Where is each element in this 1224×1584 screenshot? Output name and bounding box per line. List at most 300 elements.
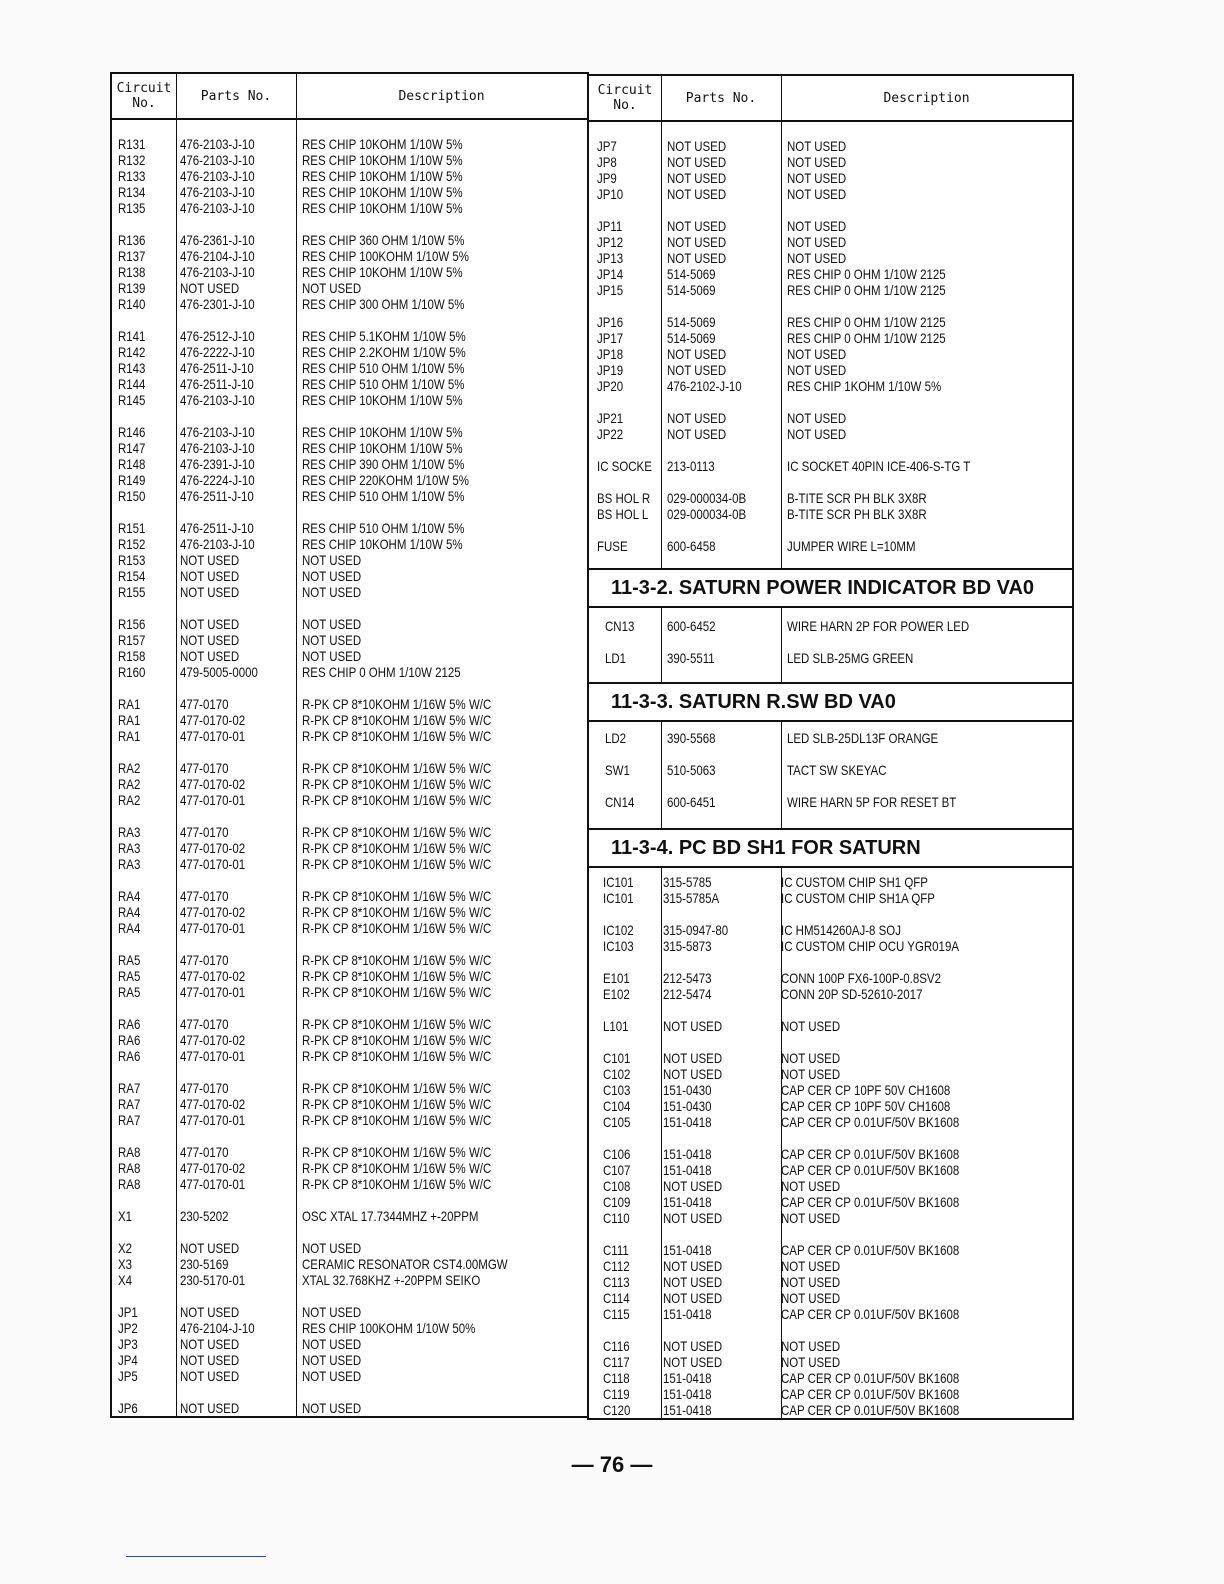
table-row bbox=[112, 1208, 587, 1224]
circuit-no-cell: C110 bbox=[603, 1210, 630, 1226]
table-row bbox=[589, 282, 1072, 298]
circuit-no-cell: RA6 bbox=[118, 1032, 141, 1048]
parts-no-cell: NOT USED bbox=[667, 250, 727, 266]
table-row bbox=[112, 248, 587, 264]
circuit-no-cell: R152 bbox=[118, 536, 146, 552]
circuit-no-cell: R138 bbox=[118, 264, 146, 280]
table-row bbox=[112, 632, 587, 648]
table-row bbox=[589, 650, 1072, 666]
parts-no-cell: NOT USED bbox=[667, 170, 727, 186]
parts-no-cell: NOT USED bbox=[667, 234, 727, 250]
table-row bbox=[112, 328, 587, 344]
circuit-no-cell: RA7 bbox=[118, 1112, 141, 1128]
description-cell: NOT USED bbox=[787, 426, 847, 442]
description-cell: R-PK CP 8*10KOHM 1/16W 5% W/C bbox=[302, 856, 492, 872]
circuit-no-cell: R158 bbox=[118, 648, 146, 664]
description-cell: RES CHIP 1KOHM 1/10W 5% bbox=[787, 378, 942, 394]
circuit-no-cell: IC101 bbox=[603, 890, 634, 906]
table-row bbox=[112, 584, 587, 600]
table-row bbox=[589, 874, 1072, 890]
circuit-no-cell: C109 bbox=[603, 1194, 631, 1210]
description-cell: NOT USED bbox=[781, 1274, 841, 1290]
circuit-no-cell: LD1 bbox=[605, 650, 627, 666]
description-cell: CAP CER CP 0.01UF/50V BK1608 bbox=[781, 1370, 960, 1386]
parts-no-cell: NOT USED bbox=[663, 1354, 723, 1370]
parts-no-cell: 477-0170-02 bbox=[180, 968, 246, 984]
parts-no-cell: 600-6458 bbox=[667, 538, 716, 554]
circuit-no-cell: BS HOL R bbox=[597, 490, 651, 506]
parts-no-cell: NOT USED bbox=[180, 1400, 240, 1416]
parts-no-cell: 476-2222-J-10 bbox=[180, 344, 255, 360]
circuit-no-cell: RA7 bbox=[118, 1096, 141, 1112]
circuit-no-cell: RA1 bbox=[118, 728, 141, 744]
parts-no-cell: NOT USED bbox=[663, 1050, 723, 1066]
circuit-no-cell: JP20 bbox=[597, 378, 624, 394]
circuit-no-cell: RA5 bbox=[118, 952, 141, 968]
circuit-no-cell: C107 bbox=[603, 1162, 631, 1178]
circuit-no-cell: JP12 bbox=[597, 234, 624, 250]
description-cell: R-PK CP 8*10KOHM 1/16W 5% W/C bbox=[302, 1016, 492, 1032]
description-cell: CAP CER CP 0.01UF/50V BK1608 bbox=[781, 1114, 960, 1130]
parts-no-cell: 514-5069 bbox=[667, 282, 716, 298]
description-cell: R-PK CP 8*10KOHM 1/16W 5% W/C bbox=[302, 952, 492, 968]
parts-no-cell: NOT USED bbox=[180, 552, 240, 568]
table-row bbox=[589, 410, 1072, 426]
description-cell: CAP CER CP 10PF 50V CH1608 bbox=[781, 1098, 951, 1114]
circuit-no-cell: R144 bbox=[118, 376, 146, 392]
description-cell: NOT USED bbox=[781, 1338, 841, 1354]
description-cell: JUMPER WIRE L=10MM bbox=[787, 538, 916, 554]
table-row bbox=[589, 1194, 1072, 1210]
table-row bbox=[589, 1146, 1072, 1162]
parts-no-cell: 477-0170-02 bbox=[180, 1096, 246, 1112]
table-row bbox=[589, 490, 1072, 506]
table-row bbox=[589, 986, 1072, 1002]
table-row bbox=[112, 200, 587, 216]
description-cell: RES CHIP 220KOHM 1/10W 5% bbox=[302, 472, 469, 488]
table-row bbox=[589, 1290, 1072, 1306]
circuit-no-cell: R145 bbox=[118, 392, 146, 408]
footer-rule bbox=[126, 1556, 266, 1557]
parts-no-cell: 212-5474 bbox=[663, 986, 712, 1002]
table-row bbox=[589, 1402, 1072, 1418]
page-number: — 76 — bbox=[571, 1452, 653, 1477]
description-cell: NOT USED bbox=[787, 186, 847, 202]
circuit-no-cell: JP21 bbox=[597, 410, 624, 426]
circuit-no-cell: C118 bbox=[603, 1370, 630, 1386]
table-row bbox=[589, 314, 1072, 330]
table-row bbox=[589, 330, 1072, 346]
description-cell: LED SLB-25MG GREEN bbox=[787, 650, 914, 666]
table-row bbox=[112, 280, 587, 296]
left-table-header bbox=[112, 74, 587, 120]
circuit-no-cell: R148 bbox=[118, 456, 146, 472]
circuit-no-cell: RA4 bbox=[118, 904, 141, 920]
table-row bbox=[112, 840, 587, 856]
parts-no-cell: 151-0418 bbox=[663, 1146, 712, 1162]
table-row bbox=[112, 392, 587, 408]
description-cell: R-PK CP 8*10KOHM 1/16W 5% W/C bbox=[302, 728, 492, 744]
table-row bbox=[589, 250, 1072, 266]
circuit-no-cell: RA6 bbox=[118, 1016, 141, 1032]
right-parts-table bbox=[587, 74, 1074, 1420]
parts-no-cell: NOT USED bbox=[180, 648, 240, 664]
parts-no-cell: NOT USED bbox=[180, 584, 240, 600]
circuit-no-cell: R141 bbox=[118, 328, 146, 344]
parts-no-cell: 230-5202 bbox=[180, 1208, 229, 1224]
table-row bbox=[112, 648, 587, 664]
parts-no-cell: 477-0170 bbox=[180, 952, 229, 968]
description-cell: NOT USED bbox=[787, 218, 847, 234]
description-cell: WIRE HARN 2P FOR POWER LED bbox=[787, 618, 970, 634]
parts-no-cell: 476-2103-J-10 bbox=[180, 136, 255, 152]
circuit-no-cell: JP6 bbox=[118, 1400, 138, 1416]
description-cell: NOT USED bbox=[781, 1210, 841, 1226]
parts-no-cell: NOT USED bbox=[667, 154, 727, 170]
description-cell: NOT USED bbox=[302, 632, 362, 648]
description-cell: R-PK CP 8*10KOHM 1/16W 5% W/C bbox=[302, 888, 492, 904]
description-cell: RES CHIP 10KOHM 1/10W 5% bbox=[302, 168, 463, 184]
parts-no-cell: 151-0418 bbox=[663, 1114, 712, 1130]
circuit-no-cell: JP14 bbox=[597, 266, 624, 282]
description-cell: CAP CER CP 0.01UF/50V BK1608 bbox=[781, 1386, 960, 1402]
parts-no-cell: 514-5069 bbox=[667, 330, 716, 346]
parts-no-cell: 476-2391-J-10 bbox=[180, 456, 255, 472]
table-row bbox=[589, 1018, 1072, 1034]
description-cell: RES CHIP 10KOHM 1/10W 5% bbox=[302, 392, 463, 408]
circuit-no-cell: C114 bbox=[603, 1290, 630, 1306]
description-cell: R-PK CP 8*10KOHM 1/16W 5% W/C bbox=[302, 824, 492, 840]
description-cell: RES CHIP 10KOHM 1/10W 5% bbox=[302, 152, 463, 168]
table-row bbox=[589, 730, 1072, 746]
parts-no-cell: 476-2361-J-10 bbox=[180, 232, 255, 248]
parts-no-cell: NOT USED bbox=[180, 1368, 240, 1384]
circuit-no-cell: R135 bbox=[118, 200, 146, 216]
table-row bbox=[112, 568, 587, 584]
description-cell: R-PK CP 8*10KOHM 1/16W 5% W/C bbox=[302, 1112, 492, 1128]
circuit-no-cell: L101 bbox=[603, 1018, 629, 1034]
description-cell: NOT USED bbox=[302, 1368, 362, 1384]
parts-no-cell: 477-0170-01 bbox=[180, 792, 246, 808]
circuit-no-cell: RA1 bbox=[118, 696, 141, 712]
parts-no-cell: 510-5063 bbox=[667, 762, 716, 778]
description-cell: CONN 100P FX6-100P-0.8SV2 bbox=[781, 970, 941, 986]
parts-no-cell: 151-0418 bbox=[663, 1402, 712, 1418]
table-row bbox=[112, 264, 587, 280]
description-cell: RES CHIP 0 OHM 1/10W 2125 bbox=[787, 330, 946, 346]
circuit-no-cell: E101 bbox=[603, 970, 630, 986]
description-cell: LED SLB-25DL13F ORANGE bbox=[787, 730, 939, 746]
description-cell: NOT USED bbox=[302, 616, 362, 632]
description-cell: R-PK CP 8*10KOHM 1/16W 5% W/C bbox=[302, 1176, 492, 1192]
parts-no-cell: NOT USED bbox=[667, 138, 727, 154]
circuit-no-cell: R146 bbox=[118, 424, 146, 440]
description-cell: RES CHIP 510 OHM 1/10W 5% bbox=[302, 488, 465, 504]
description-cell: R-PK CP 8*10KOHM 1/16W 5% W/C bbox=[302, 984, 492, 1000]
table-row bbox=[112, 440, 587, 456]
description-cell: OSC XTAL 17.7344MHZ +-20PPM bbox=[302, 1208, 479, 1224]
circuit-no-cell: JP15 bbox=[597, 282, 624, 298]
parts-no-cell: 476-2301-J-10 bbox=[180, 296, 255, 312]
table-row bbox=[112, 984, 587, 1000]
description-cell: NOT USED bbox=[781, 1258, 841, 1274]
table-row bbox=[589, 1274, 1072, 1290]
description-cell: RES CHIP 510 OHM 1/10W 5% bbox=[302, 360, 465, 376]
parts-no-cell: NOT USED bbox=[180, 1352, 240, 1368]
table-row bbox=[112, 456, 587, 472]
section-title-pc-bd: 11-3-4. PC BD SH1 FOR SATURN bbox=[589, 828, 1072, 868]
table-row bbox=[112, 1048, 587, 1064]
parts-no-cell: 600-6452 bbox=[667, 618, 716, 634]
rsw-rows bbox=[589, 730, 1072, 810]
header-parts-no: Parts No. bbox=[200, 88, 272, 104]
table-row bbox=[112, 888, 587, 904]
table-row bbox=[112, 712, 587, 728]
parts-no-cell: 151-0418 bbox=[663, 1194, 712, 1210]
parts-no-cell: 477-0170 bbox=[180, 760, 229, 776]
description-cell: CONN 20P SD-52610-2017 bbox=[781, 986, 923, 1002]
circuit-no-cell: JP7 bbox=[597, 138, 617, 154]
parts-no-cell: 477-0170 bbox=[180, 824, 229, 840]
description-cell: IC CUSTOM CHIP OCU YGR019A bbox=[781, 938, 959, 954]
parts-no-cell: 315-5873 bbox=[663, 938, 712, 954]
parts-no-cell: 477-0170 bbox=[180, 1080, 229, 1096]
table-row bbox=[589, 1050, 1072, 1066]
description-cell: RES CHIP 0 OHM 1/10W 2125 bbox=[787, 266, 946, 282]
circuit-no-cell: R134 bbox=[118, 184, 146, 200]
table-row bbox=[112, 232, 587, 248]
circuit-no-cell: RA3 bbox=[118, 824, 141, 840]
description-cell: R-PK CP 8*10KOHM 1/16W 5% W/C bbox=[302, 840, 492, 856]
circuit-no-cell: R154 bbox=[118, 568, 146, 584]
table-row bbox=[589, 234, 1072, 250]
description-cell: IC SOCKET 40PIN ICE-406-S-TG T bbox=[787, 458, 971, 474]
table-row bbox=[112, 488, 587, 504]
description-cell: NOT USED bbox=[302, 1240, 362, 1256]
circuit-no-cell: C120 bbox=[603, 1402, 631, 1418]
parts-no-cell: 479-5005-0000 bbox=[180, 664, 258, 680]
table-row bbox=[589, 346, 1072, 362]
parts-no-cell: NOT USED bbox=[180, 1240, 240, 1256]
circuit-no-cell: R137 bbox=[118, 248, 146, 264]
circuit-no-cell: JP8 bbox=[597, 154, 617, 170]
description-cell: NOT USED bbox=[302, 1352, 362, 1368]
parts-no-cell: 476-2103-J-10 bbox=[180, 264, 255, 280]
circuit-no-cell: R157 bbox=[118, 632, 146, 648]
table-row bbox=[112, 696, 587, 712]
circuit-no-cell: C101 bbox=[603, 1050, 631, 1066]
circuit-no-cell: C115 bbox=[603, 1306, 630, 1322]
table-row bbox=[112, 616, 587, 632]
parts-no-cell: 477-0170-02 bbox=[180, 1032, 246, 1048]
circuit-no-cell: RA2 bbox=[118, 760, 141, 776]
description-cell: XTAL 32.768KHZ +-20PPM SEIKO bbox=[302, 1272, 481, 1288]
table-row bbox=[589, 138, 1072, 154]
table-row bbox=[112, 360, 587, 376]
circuit-no-cell: C119 bbox=[603, 1386, 630, 1402]
table-row bbox=[112, 1112, 587, 1128]
table-row bbox=[112, 1320, 587, 1336]
parts-no-cell: NOT USED bbox=[667, 186, 727, 202]
description-cell: RES CHIP 0 OHM 1/10W 2125 bbox=[787, 282, 946, 298]
circuit-no-cell: C113 bbox=[603, 1274, 630, 1290]
section-title-rsw-bd: 11-3-3. SATURN R.SW BD VA0 bbox=[589, 682, 1072, 722]
description-cell: R-PK CP 8*10KOHM 1/16W 5% W/C bbox=[302, 712, 492, 728]
parts-no-cell: 477-0170-01 bbox=[180, 1176, 246, 1192]
description-cell: R-PK CP 8*10KOHM 1/16W 5% W/C bbox=[302, 1032, 492, 1048]
table-row bbox=[112, 136, 587, 152]
circuit-no-cell: JP5 bbox=[118, 1368, 138, 1384]
table-row bbox=[112, 1352, 587, 1368]
table-row bbox=[589, 1162, 1072, 1178]
description-cell: RES CHIP 360 OHM 1/10W 5% bbox=[302, 232, 465, 248]
parts-no-cell: NOT USED bbox=[180, 1304, 240, 1320]
description-cell: R-PK CP 8*10KOHM 1/16W 5% W/C bbox=[302, 1144, 492, 1160]
parts-no-cell: NOT USED bbox=[663, 1338, 723, 1354]
description-cell: RES CHIP 10KOHM 1/10W 5% bbox=[302, 440, 463, 456]
table-row bbox=[589, 538, 1072, 554]
parts-no-cell: 476-2103-J-10 bbox=[180, 184, 255, 200]
description-cell: B-TITE SCR PH BLK 3X8R bbox=[787, 506, 927, 522]
parts-no-cell: 230-5169 bbox=[180, 1256, 229, 1272]
parts-no-cell: 151-0418 bbox=[663, 1242, 712, 1258]
description-cell: NOT USED bbox=[787, 346, 847, 362]
description-cell: NOT USED bbox=[787, 170, 847, 186]
table-row bbox=[589, 458, 1072, 474]
description-cell: CAP CER CP 0.01UF/50V BK1608 bbox=[781, 1162, 960, 1178]
circuit-no-cell: R156 bbox=[118, 616, 146, 632]
parts-no-cell: NOT USED bbox=[667, 346, 727, 362]
table-row bbox=[112, 552, 587, 568]
table-row bbox=[112, 424, 587, 440]
circuit-no-cell: JP3 bbox=[118, 1336, 138, 1352]
table-row bbox=[589, 1386, 1072, 1402]
parts-no-cell: NOT USED bbox=[667, 410, 727, 426]
parts-no-cell: 477-0170-01 bbox=[180, 1112, 246, 1128]
circuit-no-cell: RA3 bbox=[118, 856, 141, 872]
parts-no-cell: NOT USED bbox=[663, 1274, 723, 1290]
description-cell: NOT USED bbox=[302, 584, 362, 600]
parts-no-cell: NOT USED bbox=[180, 1336, 240, 1352]
left-parts-table bbox=[110, 72, 589, 1418]
description-cell: RES CHIP 390 OHM 1/10W 5% bbox=[302, 456, 465, 472]
description-cell: NOT USED bbox=[302, 1400, 362, 1416]
description-cell: R-PK CP 8*10KOHM 1/16W 5% W/C bbox=[302, 792, 492, 808]
description-cell: CERAMIC RESONATOR CST4.00MGW bbox=[302, 1256, 508, 1272]
description-cell: NOT USED bbox=[302, 552, 362, 568]
table-row bbox=[112, 824, 587, 840]
parts-no-cell: 476-2103-J-10 bbox=[180, 424, 255, 440]
description-cell: B-TITE SCR PH BLK 3X8R bbox=[787, 490, 927, 506]
parts-no-cell: 212-5473 bbox=[663, 970, 712, 986]
table-row bbox=[112, 520, 587, 536]
description-cell: R-PK CP 8*10KOHM 1/16W 5% W/C bbox=[302, 904, 492, 920]
circuit-no-cell: JP2 bbox=[118, 1320, 138, 1336]
description-cell: R-PK CP 8*10KOHM 1/16W 5% W/C bbox=[302, 968, 492, 984]
circuit-no-cell: R151 bbox=[118, 520, 146, 536]
description-cell: NOT USED bbox=[302, 568, 362, 584]
parts-no-cell: 477-0170 bbox=[180, 888, 229, 904]
circuit-no-cell: IC103 bbox=[603, 938, 634, 954]
circuit-no-cell: C111 bbox=[603, 1242, 629, 1258]
parts-no-cell: 476-2103-J-10 bbox=[180, 200, 255, 216]
table-row bbox=[589, 1098, 1072, 1114]
circuit-no-cell: R139 bbox=[118, 280, 146, 296]
description-cell: NOT USED bbox=[787, 138, 847, 154]
table-row bbox=[589, 1338, 1072, 1354]
parts-no-cell: 477-0170 bbox=[180, 1144, 229, 1160]
parts-no-cell: 315-5785A bbox=[663, 890, 720, 906]
table-row bbox=[112, 472, 587, 488]
parts-no-cell: NOT USED bbox=[663, 1018, 723, 1034]
parts-no-cell: 477-0170-01 bbox=[180, 920, 246, 936]
circuit-no-cell: R140 bbox=[118, 296, 146, 312]
circuit-no-cell: JP19 bbox=[597, 362, 624, 378]
circuit-no-cell: RA7 bbox=[118, 1080, 141, 1096]
power-indicator-rows bbox=[589, 618, 1072, 666]
parts-no-cell: NOT USED bbox=[180, 280, 240, 296]
table-row bbox=[589, 154, 1072, 170]
table-row bbox=[589, 1242, 1072, 1258]
table-row bbox=[112, 1240, 587, 1256]
circuit-no-cell: CN13 bbox=[605, 618, 635, 634]
description-cell: RES CHIP 100KOHM 1/10W 50% bbox=[302, 1320, 476, 1336]
table-row bbox=[589, 186, 1072, 202]
circuit-no-cell: R160 bbox=[118, 664, 146, 680]
circuit-no-cell: R155 bbox=[118, 584, 146, 600]
description-cell: R-PK CP 8*10KOHM 1/16W 5% W/C bbox=[302, 696, 492, 712]
description-cell: NOT USED bbox=[781, 1290, 841, 1306]
parts-no-cell: 476-2104-J-10 bbox=[180, 248, 255, 264]
table-row bbox=[589, 1114, 1072, 1130]
circuit-no-cell: C106 bbox=[603, 1146, 631, 1162]
table-row bbox=[112, 168, 587, 184]
parts-no-cell: 476-2103-J-10 bbox=[180, 152, 255, 168]
description-cell: RES CHIP 10KOHM 1/10W 5% bbox=[302, 200, 463, 216]
description-cell: NOT USED bbox=[787, 410, 847, 426]
circuit-no-cell: X4 bbox=[118, 1272, 133, 1288]
circuit-no-cell: JP1 bbox=[118, 1304, 138, 1320]
parts-no-cell: 476-2511-J-10 bbox=[180, 360, 254, 376]
description-cell: R-PK CP 8*10KOHM 1/16W 5% W/C bbox=[302, 1160, 492, 1176]
circuit-no-cell: RA5 bbox=[118, 984, 141, 1000]
table-row bbox=[589, 938, 1072, 954]
parts-no-cell: 476-2103-J-10 bbox=[180, 440, 255, 456]
circuit-no-cell: IC101 bbox=[603, 874, 634, 890]
table-row bbox=[112, 184, 587, 200]
table-row bbox=[589, 426, 1072, 442]
parts-no-cell: 476-2104-J-10 bbox=[180, 1320, 255, 1336]
circuit-no-cell: FUSE bbox=[597, 538, 628, 554]
circuit-no-cell: IC102 bbox=[603, 922, 634, 938]
parts-no-cell: 230-5170-01 bbox=[180, 1272, 246, 1288]
circuit-no-cell: RA2 bbox=[118, 776, 141, 792]
circuit-no-cell: JP17 bbox=[597, 330, 624, 346]
table-row bbox=[112, 728, 587, 744]
table-row bbox=[112, 1016, 587, 1032]
circuit-no-cell: R142 bbox=[118, 344, 146, 360]
parts-no-cell: NOT USED bbox=[180, 568, 240, 584]
table-row bbox=[112, 792, 587, 808]
table-row bbox=[112, 920, 587, 936]
parts-no-cell: 477-0170-01 bbox=[180, 856, 246, 872]
table-row bbox=[589, 970, 1072, 986]
parts-no-cell: 476-2103-J-10 bbox=[180, 536, 255, 552]
circuit-no-cell: JP16 bbox=[597, 314, 624, 330]
description-cell: RES CHIP 10KOHM 1/10W 5% bbox=[302, 264, 463, 280]
table-row bbox=[589, 170, 1072, 186]
parts-no-cell: 477-0170 bbox=[180, 696, 229, 712]
